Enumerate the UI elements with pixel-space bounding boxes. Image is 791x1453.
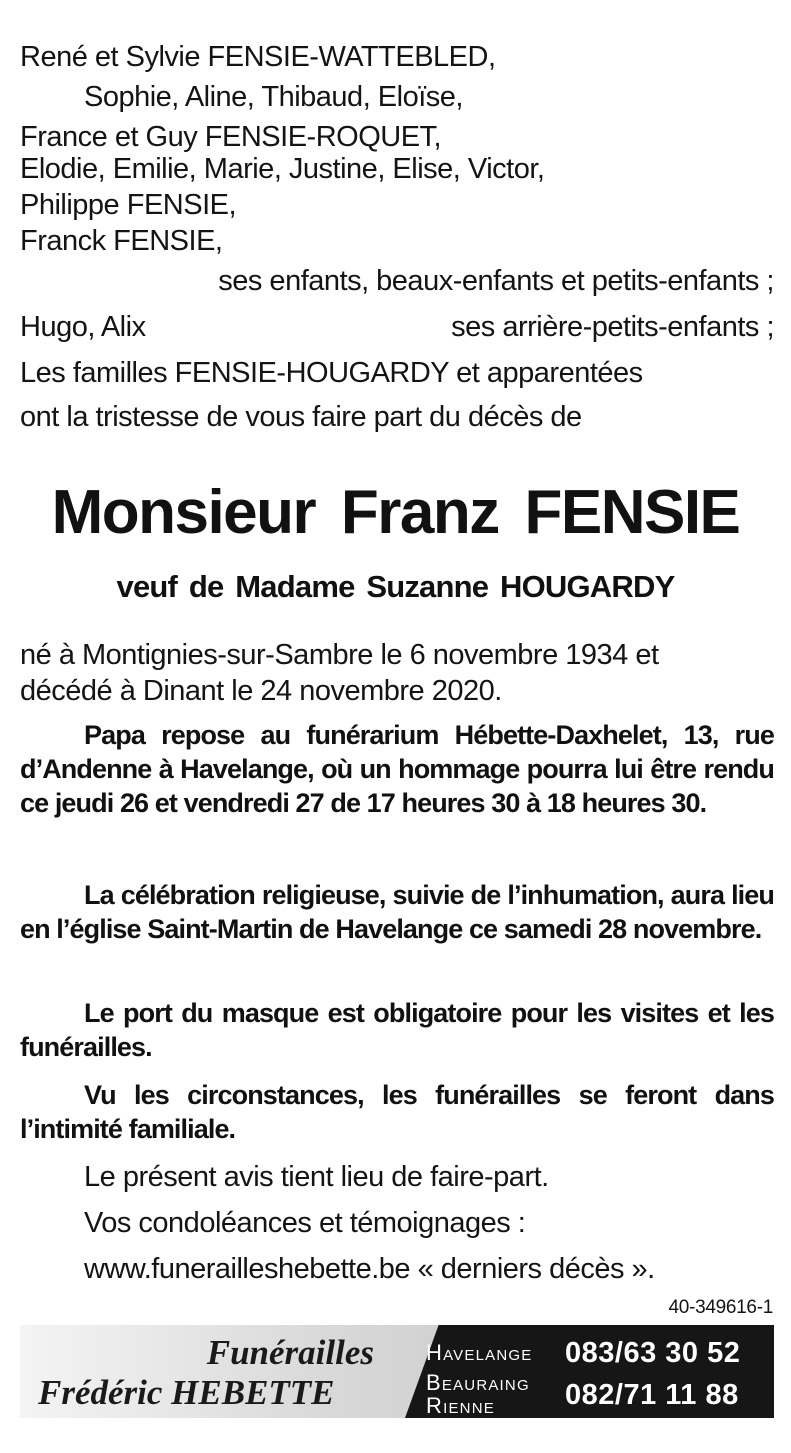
location-havelange: Havelange — [426, 1340, 533, 1365]
brand-line-2: Frédéric HEBETTE — [38, 1373, 335, 1412]
paragraph-funeral-home: Papa repose au funérarium Hébette-Daxhelet, 13, rue d’Andenne à Havelange, où un hommage pourra lui être rendu ce jeudi 26 et vendredi 27 de 17 heures 30 à 18 heures 30. — [20, 720, 774, 818]
reference-number: 40-349616-1 — [668, 1297, 773, 1318]
phone-havelange[interactable]: 083/63 30 52 — [565, 1337, 741, 1369]
family-line: France et Guy FENSIE-ROQUET, — [20, 121, 442, 153]
paragraph-mask: Le port du masque est obligatoire pour les visites et les funérailles. — [20, 998, 774, 1062]
paragraph-intimacy: Vu les circonstances, les funérailles se feront dans l’intimité familiale. — [20, 1080, 774, 1144]
great-grandchildren-names: Hugo, Alix — [20, 311, 146, 343]
condolences-line: Vos condoléances et témoignages : — [84, 1207, 526, 1239]
extended-family-line: Les familles FENSIE-HOUGARDY et apparentées — [20, 357, 643, 389]
family-line: Elodie, Emilie, Marie, Justine, Elise, Victor, — [20, 153, 545, 185]
birth-line: né à Montignies-sur-Sambre le 6 novembre 1934 et — [20, 639, 659, 671]
location-beauraing: Beauraing — [426, 1370, 530, 1395]
death-line: décédé à Dinant le 24 novembre 2020. — [20, 675, 502, 707]
website-link[interactable]: www.funerailleshebette.be « derniers décès ». — [84, 1253, 655, 1285]
deceased-name: Monsieur Franz FENSIE — [51, 478, 740, 547]
phone-beauraing[interactable]: 082/71 11 88 — [565, 1379, 739, 1411]
relation-children: ses enfants, beaux-enfants et petits-enfants ; — [218, 265, 774, 297]
family-line: Sophie, Aline, Thibaud, Eloïse, — [84, 81, 463, 113]
family-line: Philippe FENSIE, — [20, 189, 237, 221]
notice-line: Le présent avis tient lieu de faire-part. — [84, 1161, 549, 1193]
announcement-line: ont la tristesse de vous faire part du décès de — [20, 401, 582, 433]
brand-line-1: Funérailles — [206, 1333, 374, 1372]
family-line: Franck FENSIE, — [20, 225, 223, 257]
great-grandchildren-line — [20, 310, 774, 344]
family-line: René et Sylvie FENSIE-WATTEBLED, — [20, 41, 496, 73]
relation-great-grandchildren: ses arrière-petits-enfants ; — [451, 311, 774, 343]
location-rienne: Rienne — [426, 1393, 495, 1418]
paragraph-ceremony: La célébration religieuse, suivie de l’inhumation, aura lieu en l’église Saint-Martin de Havelange ce samedi 28 novembre. — [20, 880, 774, 944]
funeral-director-banner — [20, 1325, 774, 1418]
widower-line: veuf de Madame Suzanne HOUGARDY — [116, 569, 675, 604]
